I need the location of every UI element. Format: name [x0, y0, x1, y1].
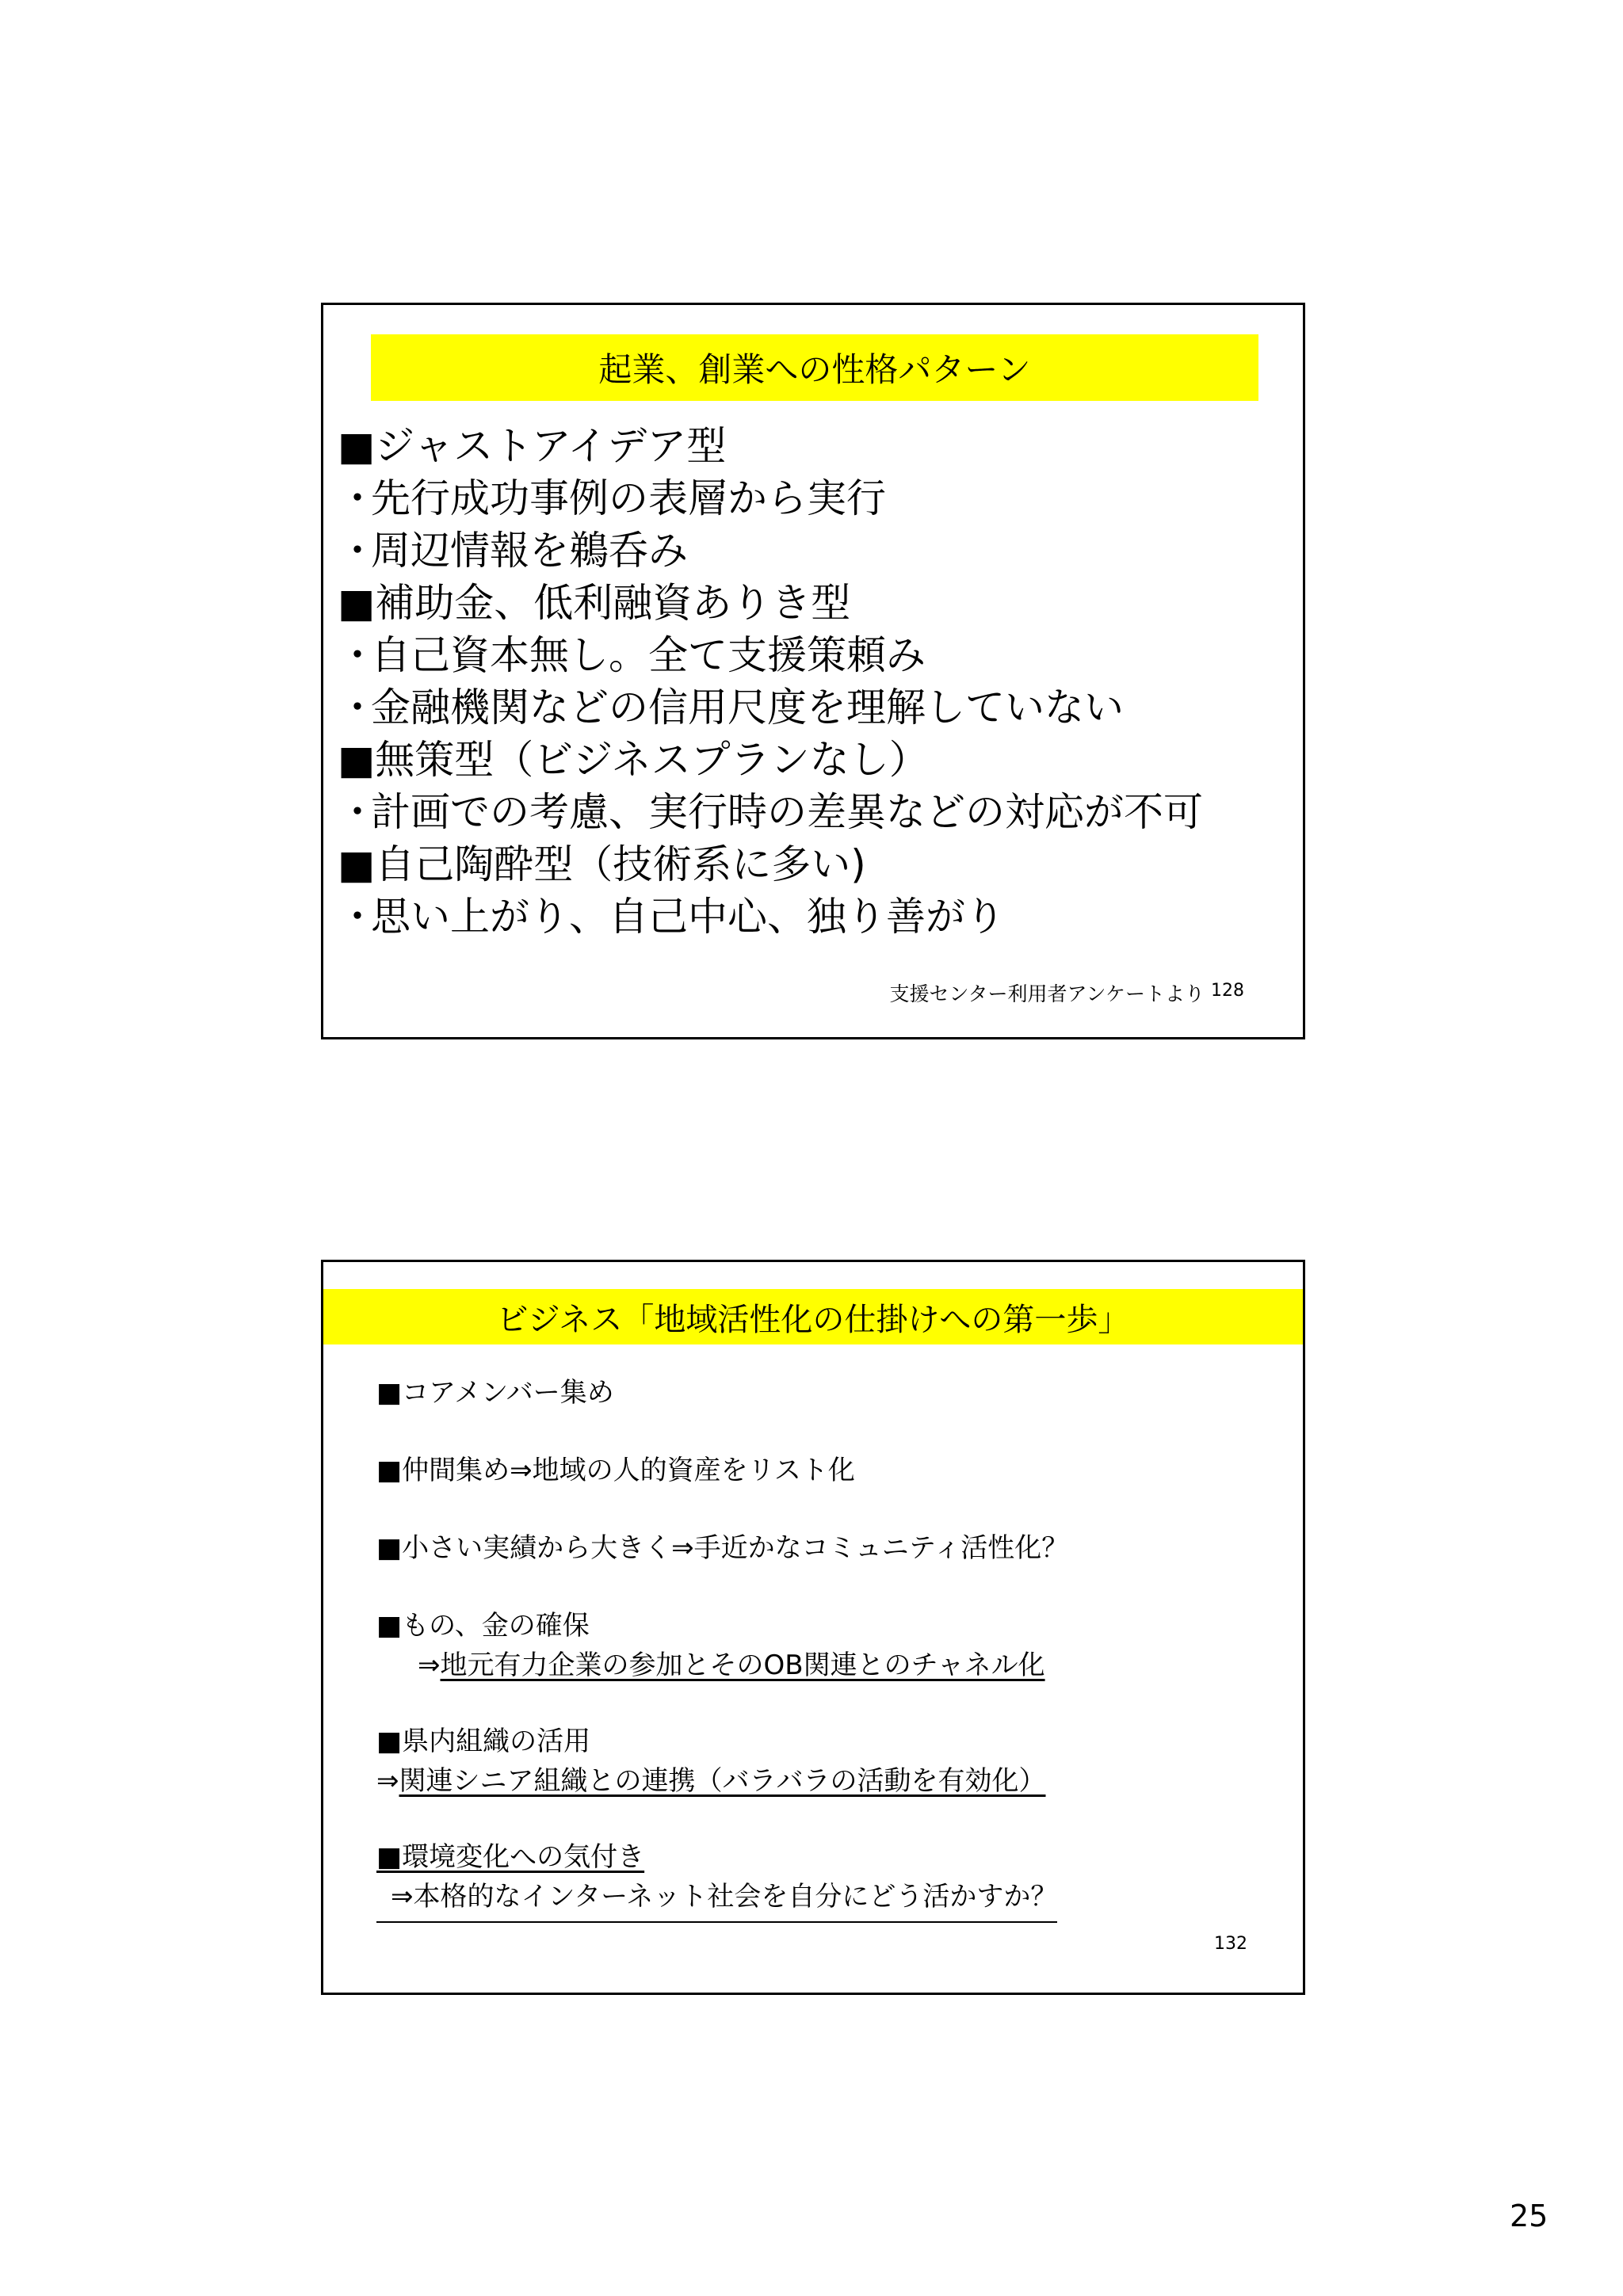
- item-heading: ■環境変化への気付き: [376, 1841, 645, 1873]
- slide-128: [321, 303, 1305, 1039]
- pattern-detail: ・ 自己資本無し。全て支援策頼み: [338, 629, 1203, 681]
- slide-page-number: 132: [1214, 1934, 1247, 1954]
- pattern-heading: ■自己陶酔型（技術系に多い): [338, 841, 866, 887]
- source-note: [323, 978, 1303, 1007]
- item-gather-colleagues: ■仲間集め⇒地域の人的資産をリスト化: [376, 1455, 855, 1486]
- arrow: ⇒: [418, 1650, 441, 1681]
- arrow: ⇒: [376, 1765, 399, 1797]
- item-core-members: ■コアメンバー集め: [376, 1377, 614, 1409]
- pattern-heading: ■補助金、低利融資ありき型: [338, 580, 851, 626]
- pattern-detail: ・ 先行成功事例の表層から実行: [338, 472, 1203, 524]
- slide-page-number: 128: [1211, 981, 1244, 1001]
- item-detail: ⇒本格的なインターネット社会を自分にどう活かすか？: [376, 1877, 1057, 1923]
- pattern-heading: ■無策型（ビジネスプランなし）: [338, 737, 929, 783]
- item-environment-change: [376, 1837, 1057, 1923]
- item-detail: [376, 1646, 1045, 1685]
- pattern-list: [338, 420, 1203, 943]
- item-detail: [376, 1761, 1046, 1801]
- item-resources: [376, 1606, 1045, 1685]
- pattern-detail: ・ 金融機関などの信用尺度を理解していない: [338, 681, 1203, 734]
- slide-title: ビジネス「地域活性化の仕掛けへの第一歩」: [323, 1289, 1303, 1344]
- source-text: 支援センター利用者アンケートより: [889, 982, 1205, 1005]
- item-heading: ■もの、金の確保: [376, 1610, 590, 1642]
- pattern-detail: ・ 周辺情報を鵜呑み: [338, 524, 1203, 577]
- pattern-detail: ・ 思い上がり、自己中心、独り善がり: [338, 891, 1203, 943]
- item-heading: ■県内組織の活用: [376, 1726, 591, 1757]
- item-prefecture-orgs: [376, 1722, 1046, 1801]
- slide-132: [321, 1260, 1305, 1995]
- slide-title: 起業、創業への性格パターン: [371, 334, 1258, 401]
- pattern-heading: ■ジャストアイデア型: [338, 423, 727, 469]
- pattern-detail: ・ 計画での考慮、実行時の差異などの対応が不可: [338, 786, 1203, 838]
- item-small-results: ■小さい実績から大きく⇒手近かなコミュニティ活性化？: [376, 1532, 1069, 1564]
- page-number: 25: [1510, 2199, 1549, 2233]
- item-detail-text: 関連シニア組織との連携（バラバラの活動を有効化）: [399, 1765, 1046, 1797]
- item-detail-text: 地元有力企業の参加とそのOB関連とのチャネル化: [440, 1650, 1045, 1681]
